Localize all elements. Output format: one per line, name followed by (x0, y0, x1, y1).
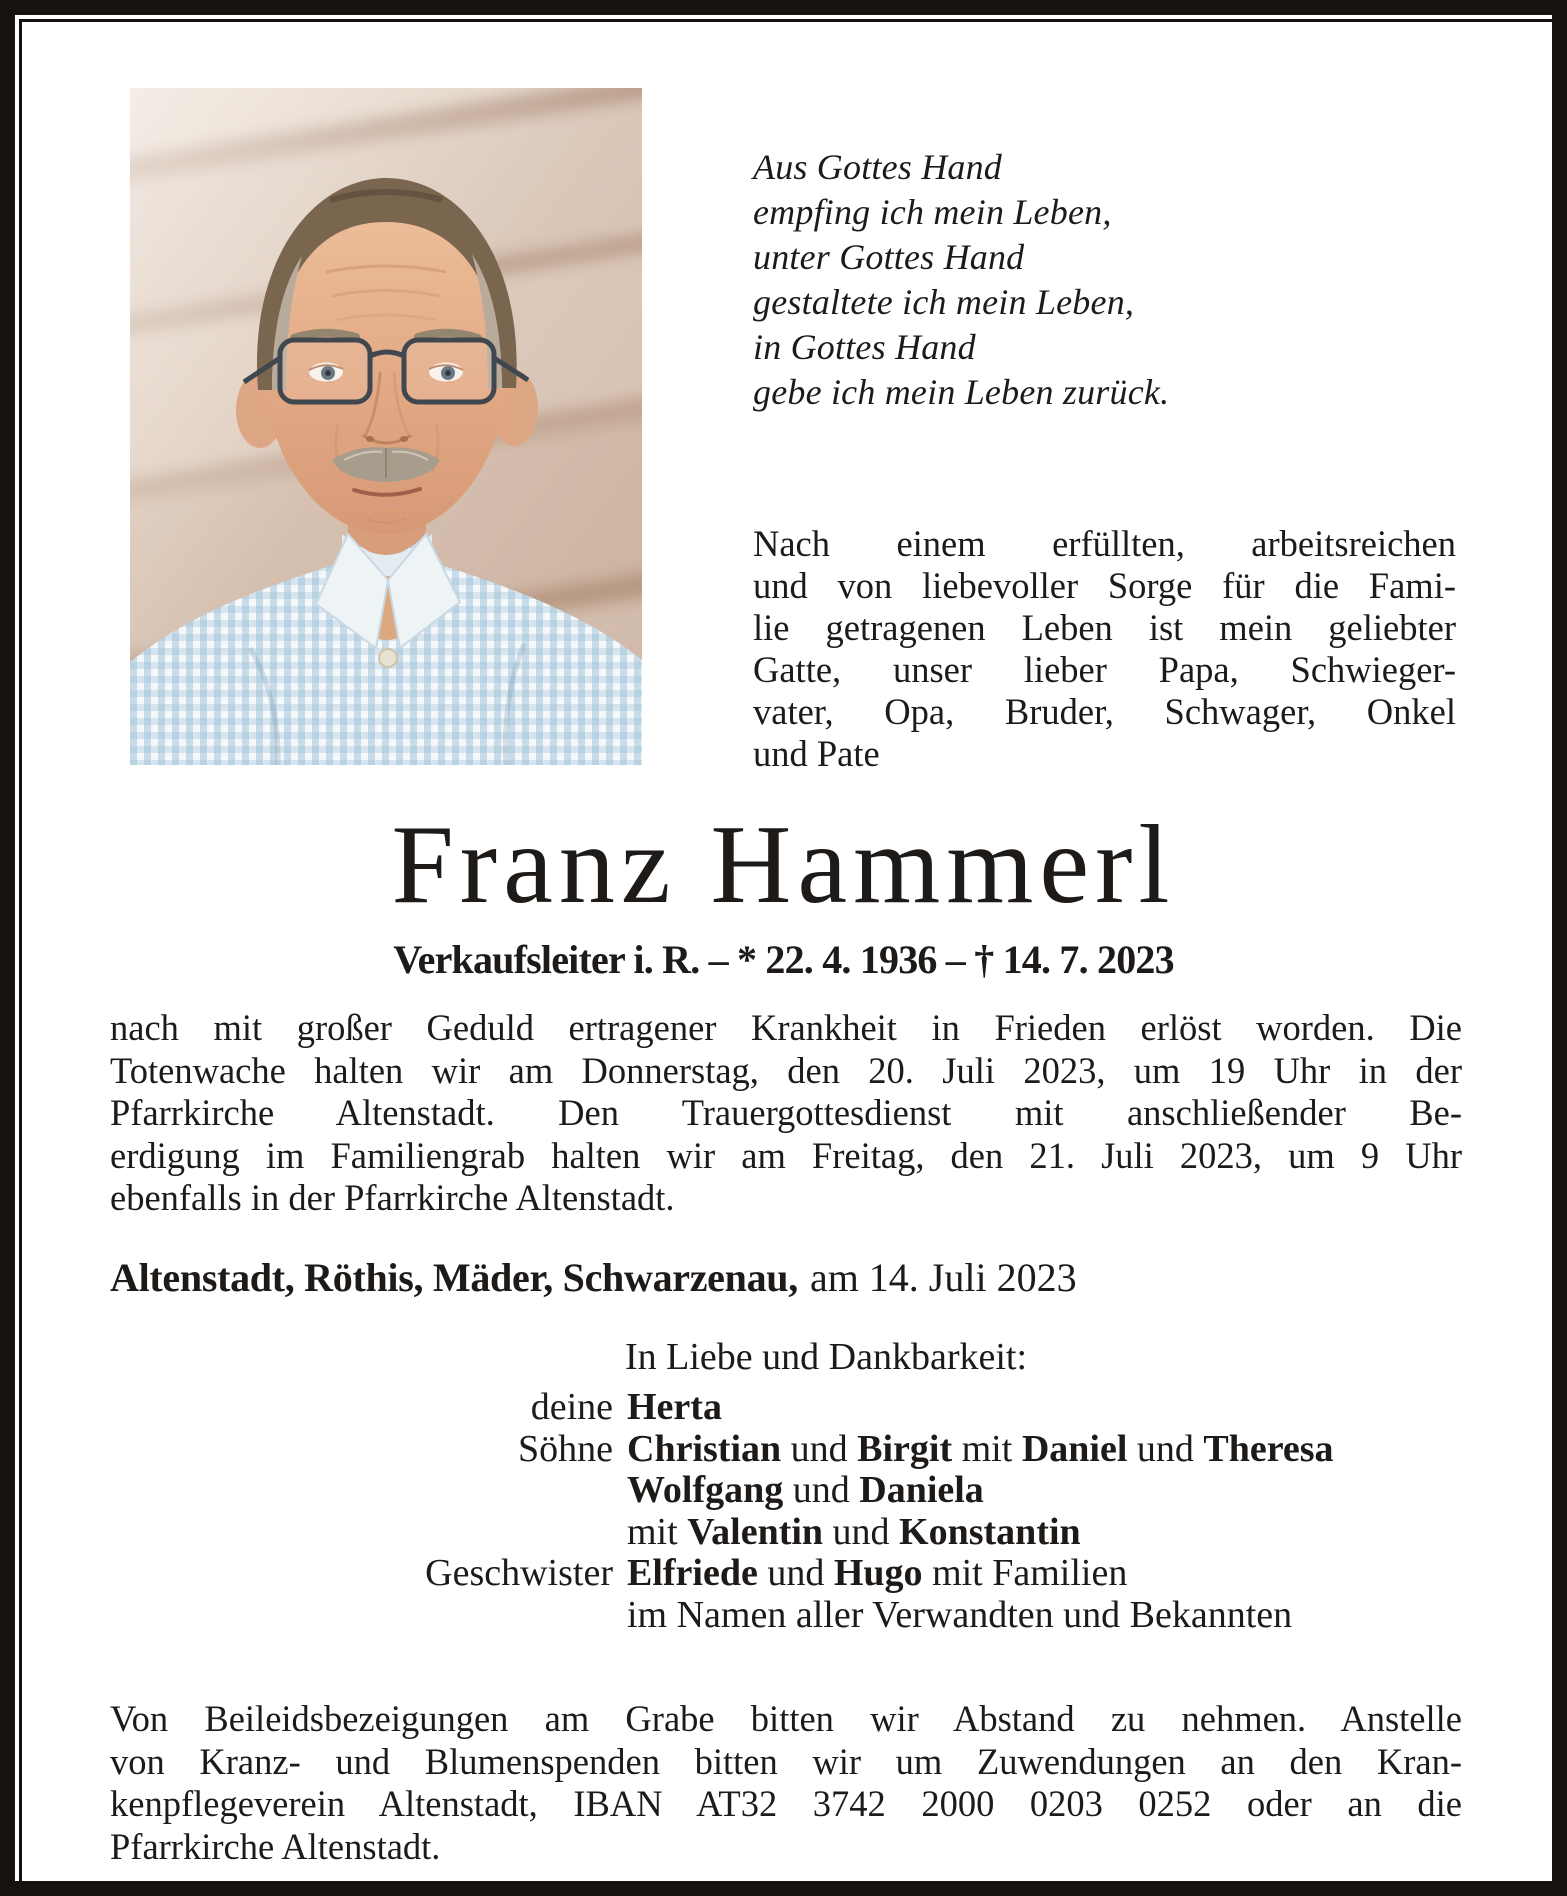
connector-text: und (781, 1427, 858, 1470)
family-row (110, 1429, 1475, 1471)
family-member-name: Valentin (687, 1510, 824, 1553)
text-line: und von liebevoller Sorge für die Fami- (753, 565, 1456, 606)
family-member-name: Elfriede (627, 1552, 758, 1594)
family-member-name: Christian (627, 1427, 782, 1470)
family-member-name: Wolfgang (627, 1469, 784, 1511)
poem-line: gestaltete ich mein Leben, (753, 282, 1135, 322)
text-line: lie getragenen Leben ist mein geliebter (753, 607, 1456, 648)
portrait-photo (130, 88, 642, 765)
family-row (110, 1553, 1475, 1595)
text-line: von Kranz- und Blumenspenden bitten wir um Zuwendungen an den Kran- (110, 1740, 1462, 1782)
family-names (627, 1553, 1127, 1595)
connector-text: im Namen aller Verwandten und Bekannten (627, 1593, 1293, 1636)
text-line: Pfarrkirche Altenstadt. (110, 1825, 441, 1867)
dateline (110, 1255, 1077, 1301)
text-line: kenpflegeverein Altenstadt, IBAN AT32 3742 2000 0203 0252 oder an die (110, 1783, 1462, 1824)
connector-text: mit (952, 1427, 1022, 1470)
family-member-name: Daniel (1021, 1427, 1128, 1470)
connector-text: und (783, 1469, 860, 1511)
family-row (110, 1470, 1475, 1512)
text-line: Totenwache halten wir am Donnerstag, den 20. Juli 2023, um 19 Uhr in der (110, 1049, 1462, 1091)
intro-paragraph (753, 523, 1456, 775)
connector-text: mit (627, 1510, 688, 1553)
family-member-name: Theresa (1203, 1427, 1334, 1470)
obituary-card (15, 15, 1552, 1881)
poem-line: empfing ich mein Leben, (753, 192, 1112, 232)
poem-line: unter Gottes Hand (753, 237, 1025, 277)
connector-text: und (757, 1552, 834, 1594)
family-list (110, 1387, 1475, 1636)
text-line: ebenfalls in der Pfarrkirche Altenstadt. (110, 1177, 675, 1218)
family-row (110, 1387, 1475, 1429)
text-line: erdigung im Familiengrab halten wir am Freitag, den 21. Juli 2023, um 9 Uhr (110, 1134, 1462, 1176)
family-relation-label: Geschwister (425, 1552, 613, 1594)
text-line: Von Beileidsbezeigungen am Grabe bitten wir Abstand zu nehmen. Anstelle (110, 1698, 1462, 1739)
family-member-name: Daniela (859, 1469, 984, 1511)
family-relation-label: Söhne (518, 1427, 613, 1470)
family-names (627, 1429, 1334, 1471)
memorial-poem (753, 145, 1393, 415)
announcement-paragraph (110, 1007, 1462, 1220)
connector-text: und (1127, 1427, 1204, 1470)
deceased-name: Franz Hammerl (391, 803, 1176, 927)
family-member-name: Hugo (833, 1552, 923, 1594)
text-line: Nach einem erfüllten, arbeitsreichen (753, 523, 1456, 564)
poem-line: in Gottes Hand (753, 327, 976, 367)
shirt-button (379, 649, 397, 667)
closing-heading: In Liebe und Dankbarkeit: (625, 1336, 1028, 1378)
family-names (627, 1387, 722, 1429)
connector-text: und (823, 1510, 900, 1553)
family-member-name: Birgit (857, 1427, 953, 1470)
deceased-subtitle: Verkaufsleiter i. R. – * 22. 4. 1936 – † 14. 7. 2023 (393, 937, 1174, 982)
portrait-illustration (130, 88, 642, 765)
family-relation-label: deine (530, 1386, 613, 1428)
condolence-paragraph (110, 1698, 1462, 1868)
text-line: vater, Opa, Bruder, Schwager, Onkel (753, 691, 1456, 732)
text-line: Gatte, unser lieber Papa, Schwieger- (753, 649, 1456, 690)
connector-text: mit Familien (922, 1552, 1128, 1594)
family-names (627, 1512, 1081, 1554)
family-row (110, 1512, 1475, 1554)
family-member-name: Konstantin (899, 1510, 1081, 1553)
family-row (110, 1595, 1475, 1637)
dateline-date: am 14. Juli 2023 (809, 1255, 1077, 1300)
text-line: Pfarrkirche Altenstadt. Den Trauergottesdienst mit anschließender Be- (110, 1092, 1462, 1133)
text-line: nach mit großer Geduld ertragener Krankheit in Frieden erlöst worden. Die (110, 1007, 1462, 1048)
dateline-places: Altenstadt, Röthis, Mäder, Schwarzenau, (110, 1255, 798, 1300)
poem-line: Aus Gottes Hand (753, 147, 1002, 187)
family-names (627, 1470, 984, 1512)
poem-line: gebe ich mein Leben zurück. (753, 372, 1170, 412)
family-names (627, 1595, 1292, 1637)
text-line: und Pate (753, 733, 880, 774)
family-member-name: Herta (627, 1386, 722, 1428)
